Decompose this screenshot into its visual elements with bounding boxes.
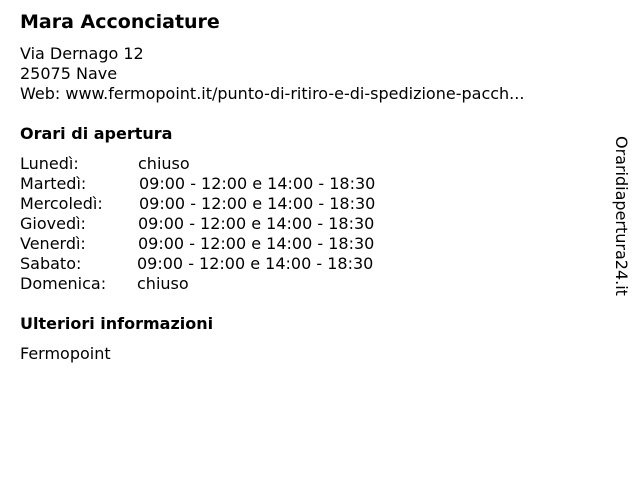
- site-brand: [612, 136, 636, 311]
- day-label: Sabato:: [20, 254, 82, 273]
- hours-row-monday: [20, 154, 440, 174]
- business-name: Mara Acconciature: [20, 11, 220, 33]
- day-label: Giovedì:: [20, 214, 86, 233]
- hours-row-friday: [20, 234, 440, 254]
- day-hours: 09:00 - 12:00 e 14:00 - 18:30: [139, 194, 376, 213]
- hours-row-saturday: [20, 254, 440, 274]
- hours-row-tuesday: [20, 174, 440, 194]
- day-hours: 09:00 - 12:00 e 14:00 - 18:30: [139, 174, 376, 193]
- day-hours: 09:00 - 12:00 e 14:00 - 18:30: [137, 254, 374, 273]
- hours-row-thursday: [20, 214, 440, 234]
- street-address: Via Dernago 12: [20, 44, 144, 63]
- day-label: Domenica:: [20, 274, 107, 293]
- hours-row-wednesday: [20, 194, 440, 214]
- day-hours: 09:00 - 12:00 e 14:00 - 18:30: [138, 234, 375, 253]
- day-label: Lunedì:: [20, 154, 79, 173]
- day-label: Venerdì:: [20, 234, 86, 253]
- additional-info-text: Fermopoint: [20, 344, 111, 363]
- day-hours: chiuso: [138, 154, 190, 173]
- website-link[interactable]: Web: www.fermopoint.it/punto-di-ritiro-e-di-spedizione-pacch...: [20, 84, 525, 103]
- day-hours: 09:00 - 12:00 e 14:00 - 18:30: [138, 214, 375, 233]
- additional-info-heading: Ulteriori informazioni: [20, 314, 214, 333]
- hours-row-sunday: [20, 274, 440, 294]
- site-brand-label: Oraridiapertura24.it: [612, 136, 631, 296]
- opening-hours-table: [20, 154, 440, 294]
- day-label: Mercoledì:: [20, 194, 103, 213]
- address-block: [20, 44, 524, 104]
- day-label: Martedì:: [20, 174, 87, 193]
- day-hours: chiuso: [137, 274, 189, 293]
- postal-city: 25075 Nave: [20, 64, 118, 83]
- opening-hours-heading: Orari di apertura: [20, 124, 173, 143]
